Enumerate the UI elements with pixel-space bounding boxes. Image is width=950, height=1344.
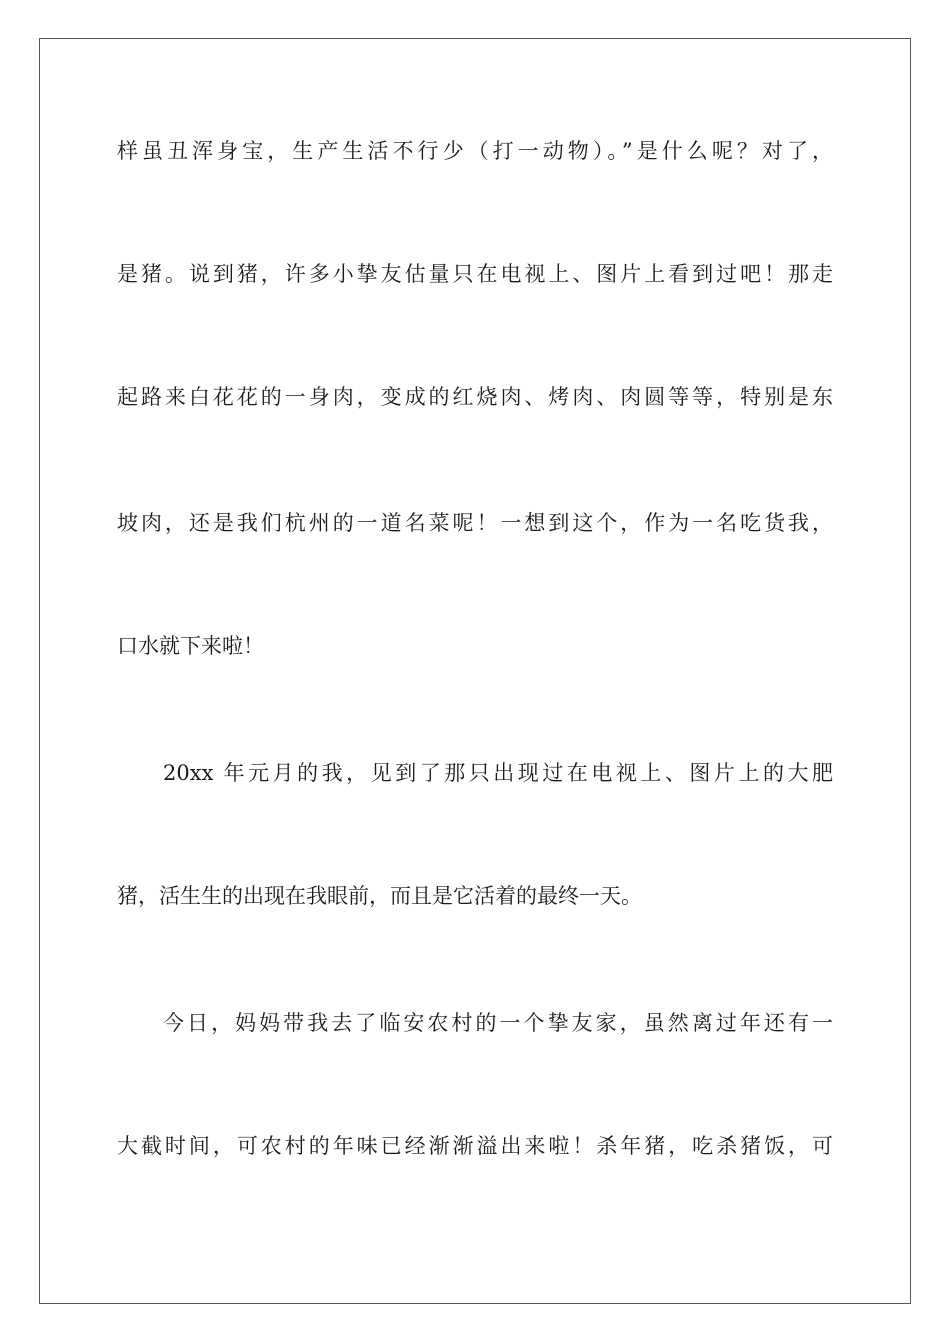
body-line-1: 样虽丑浑身宝，生产生活不行少（打一动物）。”是什么呢？对了， <box>117 139 833 163</box>
body-line-6: 20xx 年元月的我，见到了那只出现过在电视上、图片上的大肥 <box>163 761 833 785</box>
body-line-9: 大截时间，可农村的年味已经渐渐溢出来啦！杀年猪，吃杀猪饭，可 <box>117 1134 833 1158</box>
body-line-2: 是猪。说到猪，许多小挚友估量只在电视上、图片上看到过吧！那走 <box>117 262 833 286</box>
body-line-7: 猪，活生生的出现在我眼前，而且是它活着的最终一天。 <box>117 884 642 908</box>
body-line-4: 坡肉，还是我们杭州的一道名菜呢！一想到这个，作为一名吃货我， <box>117 511 833 535</box>
page-border <box>39 38 911 1304</box>
body-line-3: 起路来白花花的一身肉，变成的红烧肉、烤肉、肉圆等等，特别是东 <box>117 385 833 409</box>
body-line-8: 今日，妈妈带我去了临安农村的一个挚友家，虽然离过年还有一 <box>163 1011 833 1035</box>
body-line-5: 口水就下来啦！ <box>117 634 264 658</box>
